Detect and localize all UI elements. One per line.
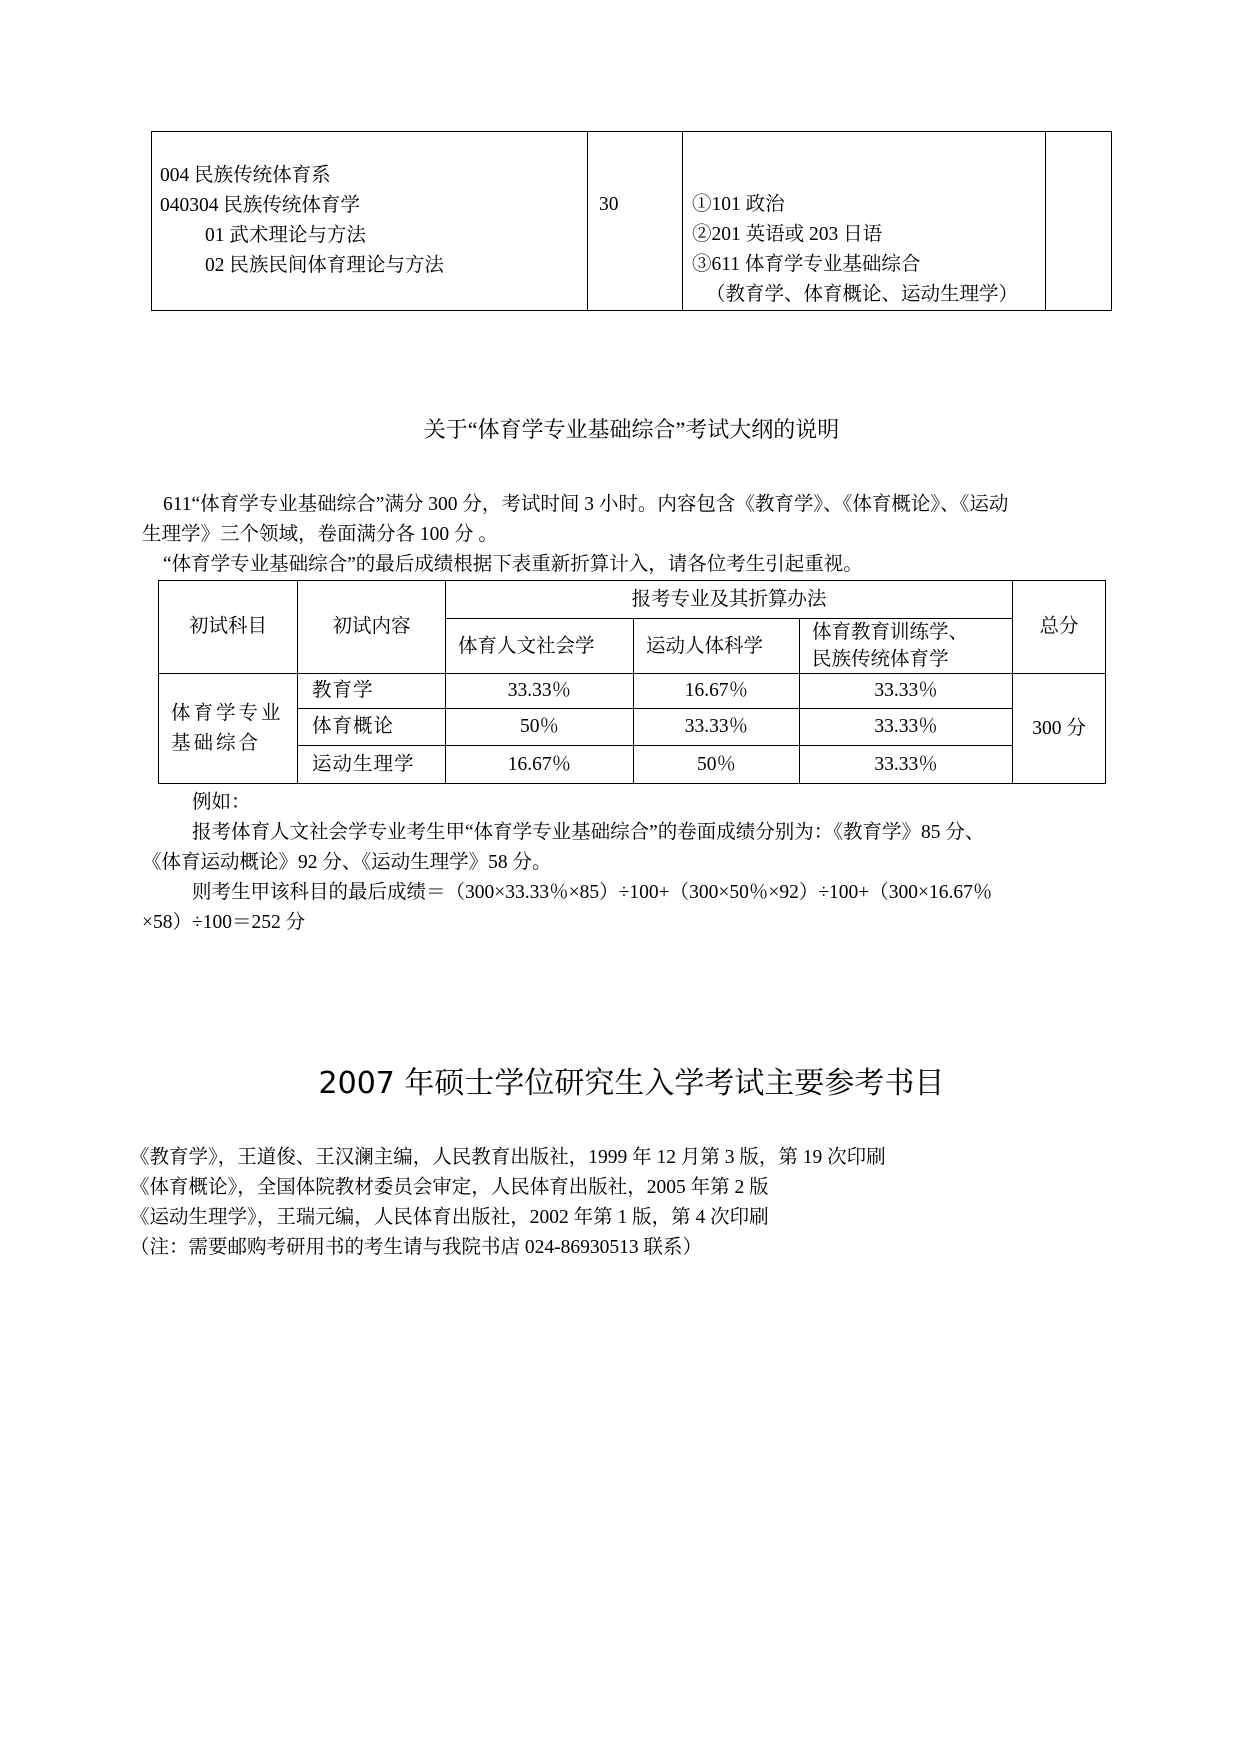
subject-label: 体育学专业 xyxy=(171,702,284,724)
total-score-cell: 300 分 xyxy=(1013,674,1106,784)
example-line: 报考体育人文社会学专业考生甲“体育学专业基础综合”的卷面成绩分别为：《教育学》85 分、 xyxy=(192,822,985,843)
column-divider xyxy=(682,132,683,310)
weight-cell: 16.67％ xyxy=(446,746,634,784)
weight-cell: 33.33％ xyxy=(800,746,1013,784)
table-row xyxy=(159,746,1106,784)
header-majors-group: 报考专业及其折算办法 xyxy=(446,581,1013,619)
enrollment-cell xyxy=(599,190,619,220)
weight-cell: 33.33％ xyxy=(800,674,1013,709)
intro-line: 生理学》三个领域，卷面满分各 100 分 。 xyxy=(142,524,498,545)
content-cell: 教育学 xyxy=(298,674,446,709)
intro-line: “体育学专业基础综合”的最后成绩根据下表重新折算计入，请各位考生引起重视。 xyxy=(163,554,863,575)
table-row xyxy=(159,674,1106,709)
exam-subject-line: （教育学、体育概论、运动生理学） xyxy=(706,284,1019,305)
content-cell: 运动生理学 xyxy=(298,746,446,784)
reference-item: 《体育概论》，全国体院教材委员会审定，人民体育出版社，2005 年第 2 版 xyxy=(130,1177,769,1198)
exam-subjects-cell xyxy=(692,190,1018,310)
department-cell xyxy=(160,161,444,281)
header-major-kinesiology xyxy=(634,619,800,674)
column-divider xyxy=(587,132,588,310)
header-major-label: 体育人文社会学 xyxy=(458,635,595,657)
weight-cell: 50％ xyxy=(446,709,634,746)
header-major-label: 体育教育训练学、 xyxy=(812,622,969,643)
research-direction-line: 02 民族民间体育理论与方法 xyxy=(205,255,444,276)
example-formula-line: ×58）÷100＝252 分 xyxy=(142,912,306,933)
syllabus-heading: 关于“体育学专业基础综合”考试大纲的说明 xyxy=(423,417,840,442)
score-conversion-table xyxy=(158,580,1106,784)
syllabus-intro xyxy=(142,490,1008,580)
header-major-label: 民族传统体育学 xyxy=(812,649,949,670)
subject-label: 基础综合 xyxy=(171,732,262,754)
intro-line: 611“体育学专业基础综合”满分 300 分，考试时间 3 小时。内容包含《教育学》、《体育概论》、《运动 xyxy=(163,494,1009,515)
weight-cell: 33.33％ xyxy=(634,709,800,746)
example-section xyxy=(142,788,992,938)
enrollment-value: 30 xyxy=(599,194,619,215)
table-row xyxy=(159,709,1106,746)
header-total: 总分 xyxy=(1013,581,1106,674)
example-label: 例如： xyxy=(192,792,251,813)
remarks-cell xyxy=(1047,132,1110,310)
weight-cell: 16.67％ xyxy=(634,674,800,709)
header-major-humanities xyxy=(446,619,634,674)
exam-subject-line: ②201 英语或 203 日语 xyxy=(692,224,883,245)
table-header-row xyxy=(159,581,1106,619)
references-list xyxy=(130,1143,886,1263)
example-formula-line: 则考生甲该科目的最后成绩＝（300×33.33％×85）÷100+（300×50％×92）÷100+（300×16.67％ xyxy=(192,882,993,903)
header-subject: 初试科目 xyxy=(159,581,298,674)
references-note: （注：需要邮购考研用书的考生请与我院书店 024-86930513 联系） xyxy=(130,1237,702,1258)
weight-cell: 33.33％ xyxy=(446,674,634,709)
exam-subject-line: ③611 体育学专业基础综合 xyxy=(692,254,921,275)
column-divider xyxy=(1045,132,1046,310)
header-content: 初试内容 xyxy=(298,581,446,674)
weight-cell: 33.33％ xyxy=(800,709,1013,746)
example-line: 《体育运动概论》92 分、《运动生理学》58 分。 xyxy=(142,852,552,873)
program-table xyxy=(151,131,1112,311)
subject-cell xyxy=(159,674,298,784)
exam-subject-line: ①101 政治 xyxy=(692,194,785,215)
references-title: 2007 年硕士学位研究生入学考试主要参考书目 xyxy=(318,1066,945,1101)
reference-item: 《教育学》，王道俊、王汉澜主编，人民教育出版社，1999 年 12 月第 3 版，第 19 次印刷 xyxy=(130,1147,886,1168)
weight-cell: 50％ xyxy=(634,746,800,784)
reference-item: 《运动生理学》，王瑞元编，人民体育出版社，2002 年第 1 版，第 4 次印刷 xyxy=(130,1207,769,1228)
header-major-label: 运动人体科学 xyxy=(646,635,764,657)
major-line: 040304 民族传统体育学 xyxy=(160,195,360,216)
content-cell: 体育概论 xyxy=(298,709,446,746)
research-direction-line: 01 武术理论与方法 xyxy=(205,225,366,246)
header-major-training-traditional xyxy=(800,619,1013,674)
department-line: 004 民族传统体育系 xyxy=(160,165,331,186)
